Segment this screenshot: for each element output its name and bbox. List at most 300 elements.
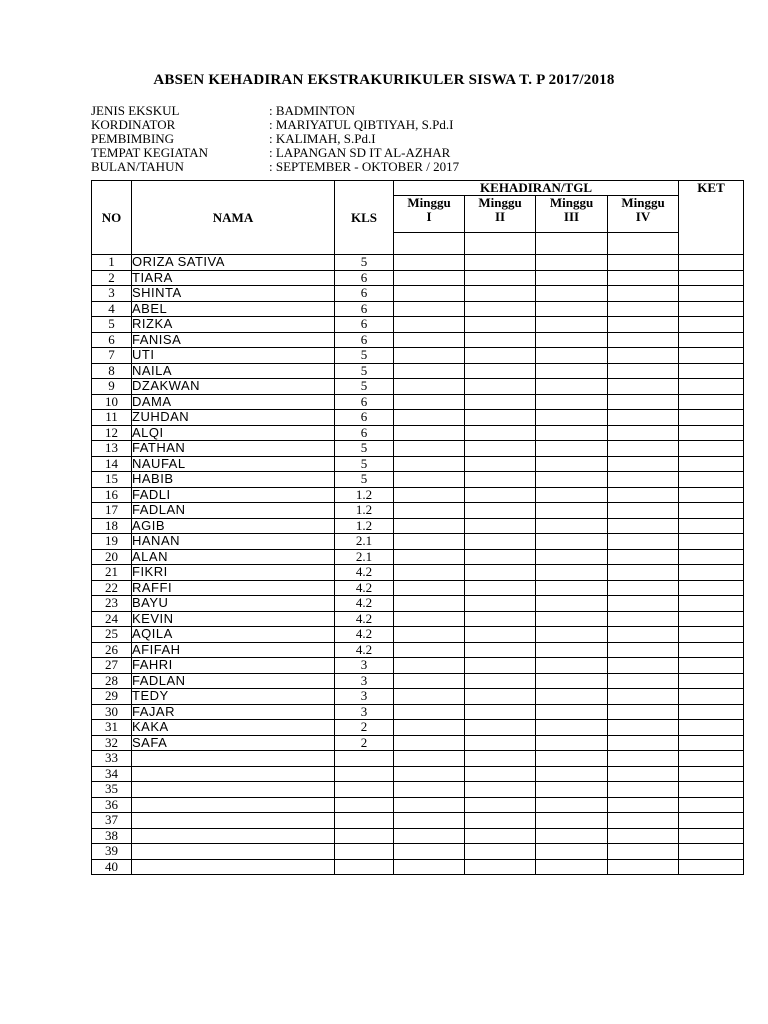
- student-class: 4.2: [335, 611, 394, 627]
- attendance-cell-week-4: [608, 642, 679, 658]
- info-block: [91, 104, 459, 174]
- student-name: [132, 766, 335, 782]
- student-name: KAKA: [132, 720, 335, 736]
- ket-cell: [679, 472, 744, 488]
- table-row: [92, 797, 744, 813]
- attendance-cell-week-3: [536, 611, 608, 627]
- attendance-cell-week-3: [536, 720, 608, 736]
- date-cell-4: [608, 233, 679, 255]
- attendance-cell-week-4: [608, 270, 679, 286]
- attendance-cell-week-3: [536, 565, 608, 581]
- attendance-cell-week-2: [465, 720, 536, 736]
- student-name: ORIZA SATIVA: [132, 255, 335, 271]
- attendance-cell-week-4: [608, 332, 679, 348]
- attendance-cell-week-3: [536, 658, 608, 674]
- row-number: 6: [92, 332, 132, 348]
- ket-cell: [679, 255, 744, 271]
- student-name: NAILA: [132, 363, 335, 379]
- table-row: [92, 332, 744, 348]
- attendance-cell-week-4: [608, 348, 679, 364]
- attendance-cell-week-4: [608, 580, 679, 596]
- ket-cell: [679, 332, 744, 348]
- ket-cell: [679, 286, 744, 302]
- attendance-cell-week-2: [465, 859, 536, 875]
- ket-cell: [679, 673, 744, 689]
- attendance-table: [91, 180, 744, 875]
- student-name: AGIB: [132, 518, 335, 534]
- attendance-cell-week-3: [536, 642, 608, 658]
- info-row: [91, 118, 459, 132]
- attendance-cell-week-4: [608, 456, 679, 472]
- attendance-cell-week-2: [465, 797, 536, 813]
- attendance-cell-week-4: [608, 766, 679, 782]
- student-name: FADLAN: [132, 503, 335, 519]
- ket-cell: [679, 766, 744, 782]
- ket-cell: [679, 410, 744, 426]
- attendance-cell-week-2: [465, 503, 536, 519]
- attendance-cell-week-1: [394, 782, 465, 798]
- student-name: [132, 797, 335, 813]
- row-number: 19: [92, 534, 132, 550]
- row-number: 21: [92, 565, 132, 581]
- row-number: 23: [92, 596, 132, 612]
- student-class: 1.2: [335, 518, 394, 534]
- attendance-cell-week-3: [536, 441, 608, 457]
- student-class: 6: [335, 317, 394, 333]
- student-class: 6: [335, 394, 394, 410]
- ket-cell: [679, 379, 744, 395]
- row-number: 15: [92, 472, 132, 488]
- info-label: TEMPAT KEGIATAN: [91, 145, 209, 160]
- attendance-cell-week-4: [608, 286, 679, 302]
- attendance-cell-week-2: [465, 332, 536, 348]
- ket-cell: [679, 828, 744, 844]
- student-class: 2: [335, 720, 394, 736]
- ket-cell: [679, 534, 744, 550]
- ket-cell: [679, 627, 744, 643]
- attendance-cell-week-3: [536, 797, 608, 813]
- attendance-cell-week-4: [608, 534, 679, 550]
- ket-cell: [679, 689, 744, 705]
- attendance-cell-week-2: [465, 425, 536, 441]
- student-name: NAUFAL: [132, 456, 335, 472]
- attendance-cell-week-4: [608, 828, 679, 844]
- row-number: 13: [92, 441, 132, 457]
- attendance-cell-week-2: [465, 828, 536, 844]
- ket-cell: [679, 425, 744, 441]
- row-number: 5: [92, 317, 132, 333]
- student-class: 4.2: [335, 596, 394, 612]
- table-row: [92, 425, 744, 441]
- student-class: [335, 859, 394, 875]
- attendance-cell-week-2: [465, 596, 536, 612]
- attendance-cell-week-4: [608, 611, 679, 627]
- attendance-cell-week-2: [465, 735, 536, 751]
- attendance-cell-week-4: [608, 565, 679, 581]
- student-class: [335, 828, 394, 844]
- student-class: 5: [335, 379, 394, 395]
- attendance-cell-week-1: [394, 689, 465, 705]
- attendance-cell-week-2: [465, 255, 536, 271]
- table-row: [92, 487, 744, 503]
- attendance-cell-week-1: [394, 859, 465, 875]
- row-number: 40: [92, 859, 132, 875]
- student-name: FADLI: [132, 487, 335, 503]
- student-class: 3: [335, 689, 394, 705]
- attendance-cell-week-1: [394, 379, 465, 395]
- attendance-cell-week-3: [536, 844, 608, 860]
- student-name: ABEL: [132, 301, 335, 317]
- header-nama: NAMA: [132, 181, 335, 255]
- ket-cell: [679, 720, 744, 736]
- attendance-cell-week-3: [536, 394, 608, 410]
- attendance-cell-week-2: [465, 766, 536, 782]
- row-number: 17: [92, 503, 132, 519]
- row-number: 39: [92, 844, 132, 860]
- ket-cell: [679, 596, 744, 612]
- info-label: JENIS EKSKUL: [91, 103, 180, 118]
- row-number: 30: [92, 704, 132, 720]
- attendance-cell-week-3: [536, 596, 608, 612]
- attendance-cell-week-1: [394, 456, 465, 472]
- attendance-cell-week-4: [608, 317, 679, 333]
- attendance-cell-week-3: [536, 487, 608, 503]
- row-number: 29: [92, 689, 132, 705]
- student-class: 6: [335, 332, 394, 348]
- attendance-cell-week-2: [465, 441, 536, 457]
- attendance-cell-week-2: [465, 472, 536, 488]
- table-row: [92, 642, 744, 658]
- info-label: PEMBIMBING: [91, 131, 175, 146]
- attendance-cell-week-4: [608, 658, 679, 674]
- student-class: 5: [335, 363, 394, 379]
- attendance-cell-week-4: [608, 379, 679, 395]
- attendance-cell-week-1: [394, 363, 465, 379]
- attendance-cell-week-3: [536, 549, 608, 565]
- table-row: [92, 270, 744, 286]
- table-row: [92, 317, 744, 333]
- student-class: 3: [335, 658, 394, 674]
- attendance-cell-week-2: [465, 658, 536, 674]
- attendance-cell-week-3: [536, 627, 608, 643]
- table-row: [92, 596, 744, 612]
- header-kehadiran: KEHADIRAN/TGL: [394, 181, 679, 196]
- ket-cell: [679, 813, 744, 829]
- student-class: 4.2: [335, 565, 394, 581]
- student-class: 6: [335, 286, 394, 302]
- ket-cell: [679, 487, 744, 503]
- attendance-cell-week-3: [536, 363, 608, 379]
- student-class: 4.2: [335, 642, 394, 658]
- attendance-cell-week-4: [608, 410, 679, 426]
- student-name: SHINTA: [132, 286, 335, 302]
- student-class: 2: [335, 735, 394, 751]
- student-class: [335, 751, 394, 767]
- attendance-cell-week-2: [465, 379, 536, 395]
- attendance-cell-week-4: [608, 394, 679, 410]
- date-cell-1: [394, 233, 465, 255]
- info-row: [91, 132, 459, 146]
- student-name: DZAKWAN: [132, 379, 335, 395]
- ket-cell: [679, 751, 744, 767]
- row-number: 18: [92, 518, 132, 534]
- student-name: AQILA: [132, 627, 335, 643]
- attendance-cell-week-4: [608, 425, 679, 441]
- attendance-cell-week-3: [536, 317, 608, 333]
- attendance-cell-week-2: [465, 704, 536, 720]
- info-value: : LAPANGAN SD IT AL-AZHAR: [269, 145, 451, 160]
- student-name: FAHRI: [132, 658, 335, 674]
- row-number: 34: [92, 766, 132, 782]
- attendance-cell-week-4: [608, 472, 679, 488]
- attendance-cell-week-2: [465, 611, 536, 627]
- attendance-cell-week-2: [465, 580, 536, 596]
- info-label: BULAN/TAHUN: [91, 159, 184, 174]
- attendance-cell-week-1: [394, 472, 465, 488]
- attendance-cell-week-3: [536, 673, 608, 689]
- attendance-cell-week-3: [536, 534, 608, 550]
- attendance-cell-week-3: [536, 518, 608, 534]
- attendance-cell-week-1: [394, 766, 465, 782]
- student-name: KEVIN: [132, 611, 335, 627]
- attendance-cell-week-1: [394, 642, 465, 658]
- table-row: [92, 751, 744, 767]
- row-number: 32: [92, 735, 132, 751]
- student-name: TEDY: [132, 689, 335, 705]
- attendance-cell-week-1: [394, 658, 465, 674]
- table-row: [92, 534, 744, 550]
- attendance-cell-week-1: [394, 317, 465, 333]
- attendance-cell-week-2: [465, 270, 536, 286]
- row-number: 10: [92, 394, 132, 410]
- attendance-cell-week-3: [536, 859, 608, 875]
- info-value: : MARIYATUL QIBTIYAH, S.Pd.I: [269, 117, 454, 132]
- student-name: FANISA: [132, 332, 335, 348]
- table-row: [92, 503, 744, 519]
- info-label: KORDINATOR: [91, 117, 176, 132]
- attendance-cell-week-4: [608, 751, 679, 767]
- table-row: [92, 301, 744, 317]
- row-number: 14: [92, 456, 132, 472]
- student-name: HABIB: [132, 472, 335, 488]
- attendance-cell-week-2: [465, 627, 536, 643]
- student-name: ALAN: [132, 549, 335, 565]
- attendance-cell-week-2: [465, 782, 536, 798]
- row-number: 20: [92, 549, 132, 565]
- table-row: [92, 565, 744, 581]
- table-row: [92, 611, 744, 627]
- student-class: [335, 813, 394, 829]
- row-number: 27: [92, 658, 132, 674]
- student-class: [335, 782, 394, 798]
- table-row: [92, 255, 744, 271]
- attendance-cell-week-2: [465, 301, 536, 317]
- attendance-cell-week-2: [465, 487, 536, 503]
- attendance-cell-week-4: [608, 487, 679, 503]
- table-row: [92, 363, 744, 379]
- header-no: NO: [92, 181, 132, 255]
- attendance-cell-week-2: [465, 689, 536, 705]
- attendance-cell-week-3: [536, 782, 608, 798]
- attendance-cell-week-3: [536, 286, 608, 302]
- row-number: 7: [92, 348, 132, 364]
- attendance-cell-week-2: [465, 565, 536, 581]
- table-row: [92, 472, 744, 488]
- student-class: 1.2: [335, 487, 394, 503]
- ket-cell: [679, 704, 744, 720]
- attendance-cell-week-1: [394, 301, 465, 317]
- table-row: [92, 348, 744, 364]
- attendance-cell-week-4: [608, 549, 679, 565]
- attendance-cell-week-4: [608, 503, 679, 519]
- ket-cell: [679, 580, 744, 596]
- student-name: ALQI: [132, 425, 335, 441]
- table-row: [92, 735, 744, 751]
- info-row: [91, 146, 459, 160]
- row-number: 9: [92, 379, 132, 395]
- ket-cell: [679, 456, 744, 472]
- student-name: UTI: [132, 348, 335, 364]
- student-class: 5: [335, 441, 394, 457]
- attendance-cell-week-4: [608, 844, 679, 860]
- attendance-cell-week-1: [394, 720, 465, 736]
- student-name: SAFA: [132, 735, 335, 751]
- table-row: [92, 379, 744, 395]
- header-week-3: Minggu III: [536, 196, 608, 233]
- student-class: 4.2: [335, 580, 394, 596]
- attendance-cell-week-1: [394, 270, 465, 286]
- date-cell-3: [536, 233, 608, 255]
- table-row: [92, 456, 744, 472]
- ket-cell: [679, 441, 744, 457]
- table-row: [92, 766, 744, 782]
- student-class: 3: [335, 704, 394, 720]
- ket-cell: [679, 611, 744, 627]
- student-class: 2.1: [335, 549, 394, 565]
- attendance-cell-week-3: [536, 580, 608, 596]
- attendance-cell-week-1: [394, 255, 465, 271]
- attendance-cell-week-1: [394, 828, 465, 844]
- table-row: [92, 286, 744, 302]
- table-row: [92, 813, 744, 829]
- info-value: : BADMINTON: [269, 103, 356, 118]
- attendance-cell-week-3: [536, 348, 608, 364]
- attendance-cell-week-3: [536, 766, 608, 782]
- table-row: [92, 782, 744, 798]
- attendance-cell-week-4: [608, 689, 679, 705]
- ket-cell: [679, 348, 744, 364]
- student-name: DAMA: [132, 394, 335, 410]
- student-class: 1.2: [335, 503, 394, 519]
- table-row: [92, 410, 744, 426]
- student-class: 6: [335, 410, 394, 426]
- attendance-cell-week-1: [394, 348, 465, 364]
- student-class: [335, 844, 394, 860]
- attendance-cell-week-1: [394, 611, 465, 627]
- attendance-cell-week-2: [465, 410, 536, 426]
- student-name: FADLAN: [132, 673, 335, 689]
- table-row: [92, 580, 744, 596]
- attendance-cell-week-1: [394, 394, 465, 410]
- date-cell-2: [465, 233, 536, 255]
- ket-cell: [679, 797, 744, 813]
- student-name: TIARA: [132, 270, 335, 286]
- row-number: 24: [92, 611, 132, 627]
- attendance-cell-week-4: [608, 441, 679, 457]
- attendance-cell-week-4: [608, 797, 679, 813]
- table-row: [92, 658, 744, 674]
- attendance-cell-week-1: [394, 813, 465, 829]
- student-name: FAJAR: [132, 704, 335, 720]
- ket-cell: [679, 394, 744, 410]
- info-value: : KALIMAH, S.Pd.I: [269, 131, 376, 146]
- table-row: [92, 394, 744, 410]
- student-class: 5: [335, 255, 394, 271]
- row-number: 8: [92, 363, 132, 379]
- attendance-cell-week-2: [465, 394, 536, 410]
- attendance-cell-week-1: [394, 735, 465, 751]
- attendance-cell-week-4: [608, 627, 679, 643]
- info-row: [91, 160, 459, 174]
- attendance-cell-week-3: [536, 379, 608, 395]
- attendance-cell-week-1: [394, 332, 465, 348]
- attendance-cell-week-3: [536, 332, 608, 348]
- attendance-cell-week-3: [536, 503, 608, 519]
- student-class: 5: [335, 472, 394, 488]
- student-name: [132, 828, 335, 844]
- attendance-cell-week-3: [536, 472, 608, 488]
- student-class: 5: [335, 348, 394, 364]
- student-class: 6: [335, 270, 394, 286]
- table-row: [92, 704, 744, 720]
- table-row: [92, 549, 744, 565]
- table-row: [92, 859, 744, 875]
- attendance-cell-week-4: [608, 518, 679, 534]
- info-row: [91, 104, 459, 118]
- attendance-cell-week-3: [536, 425, 608, 441]
- table-row: [92, 828, 744, 844]
- row-number: 28: [92, 673, 132, 689]
- attendance-cell-week-1: [394, 534, 465, 550]
- ket-cell: [679, 317, 744, 333]
- ket-cell: [679, 503, 744, 519]
- ket-cell: [679, 549, 744, 565]
- attendance-cell-week-2: [465, 534, 536, 550]
- row-number: 2: [92, 270, 132, 286]
- attendance-cell-week-1: [394, 580, 465, 596]
- table-row: [92, 673, 744, 689]
- student-class: 6: [335, 425, 394, 441]
- attendance-cell-week-3: [536, 689, 608, 705]
- row-number: 35: [92, 782, 132, 798]
- row-number: 37: [92, 813, 132, 829]
- table-row: [92, 844, 744, 860]
- attendance-cell-week-2: [465, 844, 536, 860]
- student-name: RAFFI: [132, 580, 335, 596]
- student-name: RIZKA: [132, 317, 335, 333]
- student-class: 3: [335, 673, 394, 689]
- attendance-cell-week-4: [608, 596, 679, 612]
- attendance-cell-week-1: [394, 503, 465, 519]
- attendance-cell-week-4: [608, 720, 679, 736]
- info-value: : SEPTEMBER - OKTOBER / 2017: [269, 159, 460, 174]
- student-class: [335, 797, 394, 813]
- attendance-cell-week-2: [465, 642, 536, 658]
- attendance-cell-week-3: [536, 751, 608, 767]
- attendance-cell-week-4: [608, 782, 679, 798]
- attendance-cell-week-2: [465, 813, 536, 829]
- attendance-cell-week-2: [465, 751, 536, 767]
